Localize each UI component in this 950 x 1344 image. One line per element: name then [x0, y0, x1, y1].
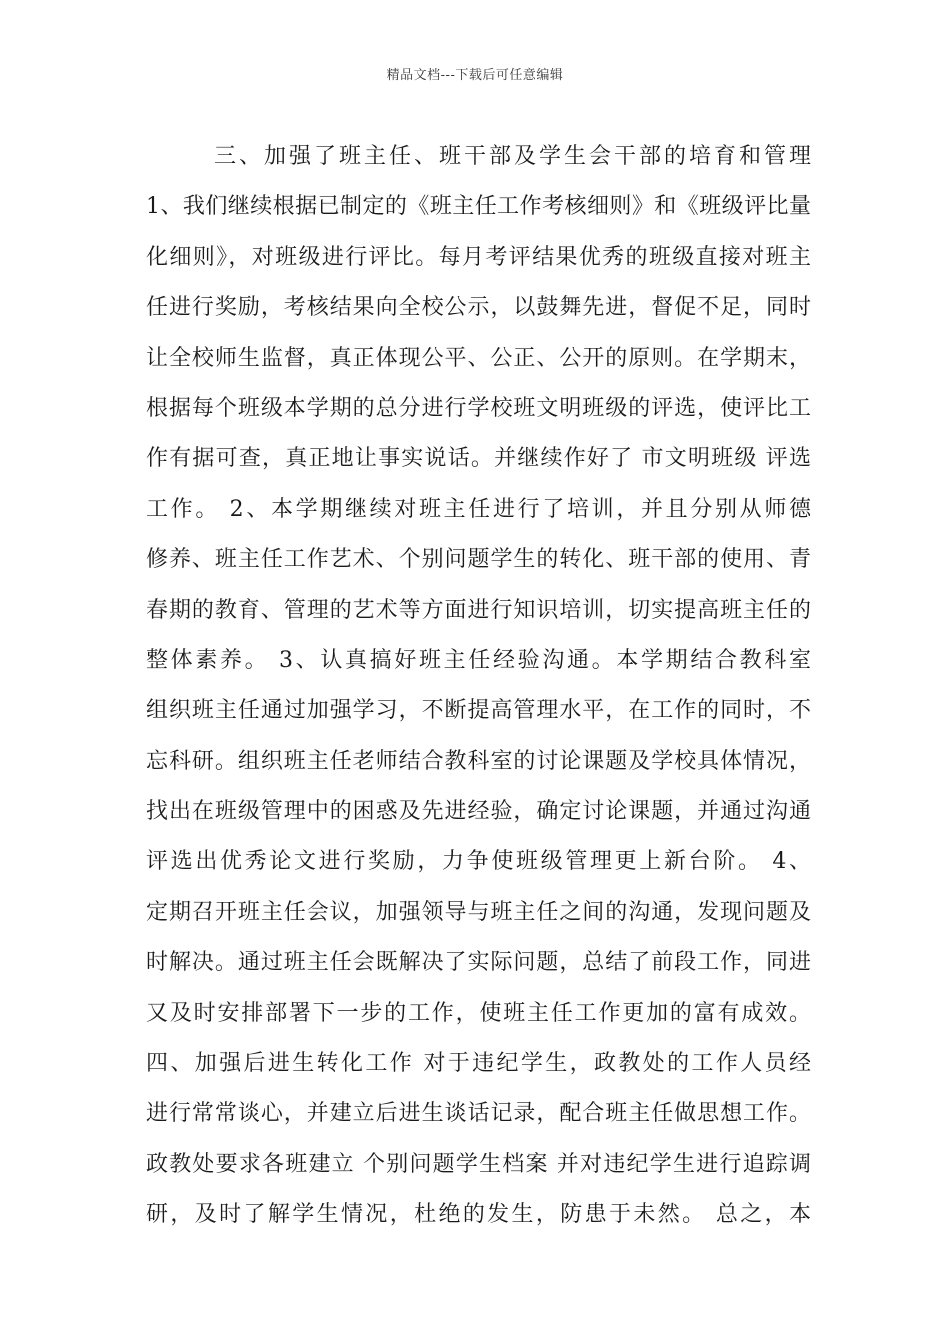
- text-line: 任进行奖励，考核结果向全校公示，以鼓舞先进，督促不足，同时: [146, 295, 811, 321]
- text-line: 春期的教育、管理的艺术等方面进行知识培训，切实提高班主任的: [146, 597, 811, 623]
- text-line: 又及时安排部署下一步的工作，使班主任工作更加的富有成效。: [146, 1000, 811, 1026]
- text-line: 评选出优秀论文进行奖励，力争使班级管理更上新台阶。 4、: [146, 849, 811, 875]
- text-line: 找出在班级管理中的困惑及先进经验，确定讨论课题，并通过沟通: [146, 799, 811, 825]
- text-line: 工作。 2、本学期继续对班主任进行了培训，并且分别从师德: [146, 496, 811, 522]
- text-line: 忘科研。组织班主任老师结合教科室的讨论课题及学校具体情况，: [146, 748, 811, 774]
- text-line: 政教处要求各班建立 个别问题学生档案 并对违纪学生进行追踪调: [146, 1151, 811, 1177]
- text-line: 1、我们继续根据已制定的《班主任工作考核细则》和《班级评比量: [146, 194, 811, 220]
- text-line: 组织班主任通过加强学习，不断提高管理水平，在工作的同时，不: [146, 698, 811, 724]
- text-line: 化细则》，对班级进行评比。每月考评结果优秀的班级直接对班主: [146, 244, 811, 270]
- text-line: 定期召开班主任会议，加强领导与班主任之间的沟通，发现问题及: [146, 899, 811, 925]
- text-line: 修养、班主任工作艺术、个别问题学生的转化、班干部的使用、青: [146, 547, 811, 573]
- text-line: 时解决。通过班主任会既解决了实际问题，总结了前段工作，同进: [146, 950, 811, 976]
- text-line: 四、加强后进生转化工作 对于违纪学生，政教处的工作人员经: [146, 1051, 811, 1077]
- text-line: 根据每个班级本学期的总分进行学校班文明班级的评选，使评比工: [146, 395, 811, 421]
- page-header: 精品文档---下载后可任意编辑: [386, 68, 564, 83]
- text-line: 三、加强了班主任、班干部及学生会干部的培育和管理: [214, 144, 811, 169]
- text-line: 研，及时了解学生情况，杜绝的发生，防患于未然。 总之，本: [146, 1202, 811, 1228]
- text-line: 作有据可查，真正地让事实说话。并继续作好了 市文明班级 评选: [146, 446, 811, 472]
- text-line: 让全校师生监督，真正体现公平、公正、公开的原则。在学期末，: [146, 345, 811, 371]
- text-line: 整体素养。 3、认真搞好班主任经验沟通。本学期结合教科室: [146, 647, 811, 673]
- text-line: 进行常常谈心，并建立后进生谈话记录，配合班主任做思想工作。: [146, 1101, 811, 1127]
- document-body: [146, 132, 811, 1241]
